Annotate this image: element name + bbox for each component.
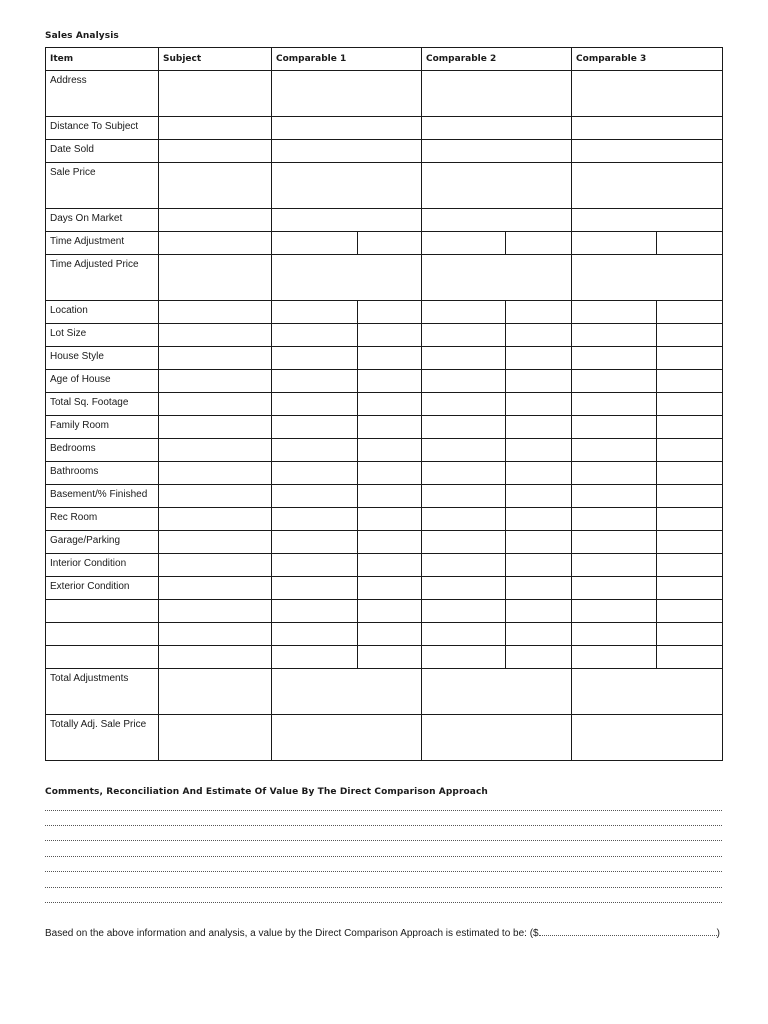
comparable-2-adjustment-cell[interactable] [506, 370, 572, 393]
row-label: Lot Size [46, 324, 159, 347]
comparable-3-adjustment-cell[interactable] [657, 439, 723, 462]
sales-analysis-table [45, 47, 723, 761]
row-label: Location [46, 301, 159, 324]
comparable-2-value-cell[interactable] [422, 623, 506, 646]
comparable-3-adjustment-cell[interactable] [657, 554, 723, 577]
subject-cell[interactable] [159, 623, 272, 646]
comparable-1-cell[interactable] [272, 163, 422, 209]
row-label [46, 646, 159, 669]
comparable-2-value-cell[interactable] [422, 531, 506, 554]
subject-cell[interactable] [159, 669, 272, 715]
table-row [46, 393, 723, 416]
comparable-2-adjustment-cell[interactable] [506, 232, 572, 255]
value-statement-close: ) [716, 928, 720, 939]
row-label: Total Sq. Footage [46, 393, 159, 416]
subject-cell[interactable] [159, 71, 272, 117]
comparable-2-adjustment-cell[interactable] [506, 485, 572, 508]
comparable-2-value-cell[interactable] [422, 485, 506, 508]
comparable-3-adjustment-cell[interactable] [657, 393, 723, 416]
comparable-2-value-cell[interactable] [422, 393, 506, 416]
table-row [46, 301, 723, 324]
comparable-2-value-cell[interactable] [422, 301, 506, 324]
subject-cell[interactable] [159, 600, 272, 623]
comments-title: Comments, Reconciliation And Estimate Of Value By The Direct Comparison Approach [45, 787, 488, 797]
subject-cell[interactable] [159, 531, 272, 554]
comparable-2-adjustment-cell[interactable] [506, 623, 572, 646]
comparable-1-adjustment-cell[interactable] [358, 416, 422, 439]
comment-line[interactable] [45, 840, 722, 841]
comparable-2-value-cell[interactable] [422, 577, 506, 600]
comparable-3-value-cell[interactable] [572, 232, 657, 255]
comparable-3-value-cell[interactable] [572, 646, 657, 669]
comparable-1-value-cell[interactable] [272, 646, 358, 669]
comparable-1-adjustment-cell[interactable] [358, 370, 422, 393]
comparable-1-adjustment-cell[interactable] [358, 301, 422, 324]
subject-cell[interactable] [159, 232, 272, 255]
comparable-3-value-cell[interactable] [572, 554, 657, 577]
table-row [46, 324, 723, 347]
comparable-3-adjustment-cell[interactable] [657, 600, 723, 623]
comparable-1-cell[interactable] [272, 71, 422, 117]
row-label: Address [46, 71, 159, 117]
comparable-1-cell[interactable] [272, 669, 422, 715]
comparable-1-value-cell[interactable] [272, 600, 358, 623]
value-statement-text: Based on the above information and analysis, a value by the Direct Comparison Approach is estimated to be: ($ [45, 928, 539, 939]
comparable-2-cell[interactable] [422, 117, 572, 140]
row-label: Days On Market [46, 209, 159, 232]
row-label: Total Adjustments [46, 669, 159, 715]
comparable-2-adjustment-cell[interactable] [506, 301, 572, 324]
table-row [46, 577, 723, 600]
row-label: Sale Price [46, 163, 159, 209]
subject-cell[interactable] [159, 393, 272, 416]
comparable-1-value-cell[interactable] [272, 370, 358, 393]
subject-cell[interactable] [159, 163, 272, 209]
comparable-3-cell[interactable] [572, 71, 723, 117]
comparable-1-value-cell[interactable] [272, 462, 358, 485]
subject-cell[interactable] [159, 117, 272, 140]
comparable-1-adjustment-cell[interactable] [358, 646, 422, 669]
subject-cell[interactable] [159, 462, 272, 485]
comparable-1-value-cell[interactable] [272, 347, 358, 370]
comparable-3-adjustment-cell[interactable] [657, 462, 723, 485]
comparable-1-value-cell[interactable] [272, 577, 358, 600]
comment-line[interactable] [45, 825, 722, 826]
comparable-2-adjustment-cell[interactable] [506, 508, 572, 531]
comparable-1-value-cell[interactable] [272, 439, 358, 462]
value-statement [45, 927, 722, 939]
comparable-3-cell[interactable] [572, 140, 723, 163]
comparable-2-adjustment-cell[interactable] [506, 531, 572, 554]
table-row [46, 117, 723, 140]
comparable-3-adjustment-cell[interactable] [657, 623, 723, 646]
comparable-2-adjustment-cell[interactable] [506, 324, 572, 347]
comparable-1-adjustment-cell[interactable] [358, 600, 422, 623]
comment-line[interactable] [45, 856, 722, 857]
table-row [46, 163, 723, 209]
comparable-3-value-cell[interactable] [572, 439, 657, 462]
comparable-1-adjustment-cell[interactable] [358, 232, 422, 255]
comparable-2-adjustment-cell[interactable] [506, 600, 572, 623]
comparable-3-cell[interactable] [572, 669, 723, 715]
row-label: Distance To Subject [46, 117, 159, 140]
subject-cell[interactable] [159, 416, 272, 439]
comparable-2-value-cell[interactable] [422, 370, 506, 393]
table-row [46, 508, 723, 531]
comparable-3-adjustment-cell[interactable] [657, 508, 723, 531]
comparable-3-adjustment-cell[interactable] [657, 531, 723, 554]
subject-cell[interactable] [159, 301, 272, 324]
row-label [46, 623, 159, 646]
comparable-2-value-cell[interactable] [422, 324, 506, 347]
comparable-3-cell[interactable] [572, 715, 723, 761]
row-label: Time Adjustment [46, 232, 159, 255]
row-label: Interior Condition [46, 554, 159, 577]
comparable-3-cell[interactable] [572, 117, 723, 140]
comparable-3-value-cell[interactable] [572, 416, 657, 439]
comparable-2-cell[interactable] [422, 163, 572, 209]
comparable-3-value-cell[interactable] [572, 531, 657, 554]
comparable-1-cell[interactable] [272, 140, 422, 163]
comparable-1-adjustment-cell[interactable] [358, 508, 422, 531]
comparable-1-value-cell[interactable] [272, 623, 358, 646]
comparable-1-value-cell[interactable] [272, 393, 358, 416]
comparable-2-adjustment-cell[interactable] [506, 416, 572, 439]
comparable-3-value-cell[interactable] [572, 347, 657, 370]
comparable-2-cell[interactable] [422, 715, 572, 761]
table-row [46, 462, 723, 485]
comparable-1-cell[interactable] [272, 209, 422, 232]
comparable-2-adjustment-cell[interactable] [506, 646, 572, 669]
comparable-2-adjustment-cell[interactable] [506, 393, 572, 416]
header-comparable-1: Comparable 1 [272, 48, 422, 71]
table-row [46, 669, 723, 715]
comment-line[interactable] [45, 871, 722, 872]
comparable-1-adjustment-cell[interactable] [358, 554, 422, 577]
table-row [46, 370, 723, 393]
comparable-3-adjustment-cell[interactable] [657, 301, 723, 324]
comparable-1-value-cell[interactable] [272, 531, 358, 554]
comparable-3-value-cell[interactable] [572, 324, 657, 347]
subject-cell[interactable] [159, 370, 272, 393]
comparable-3-adjustment-cell[interactable] [657, 324, 723, 347]
comparable-1-adjustment-cell[interactable] [358, 439, 422, 462]
comparable-1-adjustment-cell[interactable] [358, 485, 422, 508]
comparable-3-value-cell[interactable] [572, 508, 657, 531]
comparable-2-cell[interactable] [422, 209, 572, 232]
subject-cell[interactable] [159, 439, 272, 462]
header-item: Item [46, 48, 159, 71]
row-label: Rec Room [46, 508, 159, 531]
comment-line[interactable] [45, 887, 722, 888]
comparable-2-value-cell[interactable] [422, 600, 506, 623]
table-row [46, 715, 723, 761]
comparable-3-adjustment-cell[interactable] [657, 485, 723, 508]
comparable-2-value-cell[interactable] [422, 416, 506, 439]
row-label [46, 600, 159, 623]
table-row [46, 209, 723, 232]
row-label: Totally Adj. Sale Price [46, 715, 159, 761]
header-comparable-3: Comparable 3 [572, 48, 723, 71]
row-label: Exterior Condition [46, 577, 159, 600]
subject-cell[interactable] [159, 324, 272, 347]
comparable-3-adjustment-cell[interactable] [657, 577, 723, 600]
comparable-2-adjustment-cell[interactable] [506, 462, 572, 485]
estimated-value-field[interactable] [539, 927, 717, 936]
header-comparable-2: Comparable 2 [422, 48, 572, 71]
table-row [46, 531, 723, 554]
row-label: Bedrooms [46, 439, 159, 462]
table-row [46, 623, 723, 646]
comparable-2-value-cell[interactable] [422, 646, 506, 669]
row-label: Time Adjusted Price [46, 255, 159, 301]
comparable-1-cell[interactable] [272, 715, 422, 761]
comparable-3-value-cell[interactable] [572, 393, 657, 416]
row-label: Basement/% Finished [46, 485, 159, 508]
table-row [46, 646, 723, 669]
table-row [46, 600, 723, 623]
table-body [46, 71, 723, 761]
comparable-2-cell[interactable] [422, 71, 572, 117]
comparable-1-adjustment-cell[interactable] [358, 393, 422, 416]
subject-cell[interactable] [159, 255, 272, 301]
comparable-2-value-cell[interactable] [422, 554, 506, 577]
comparable-3-cell[interactable] [572, 255, 723, 301]
table-row [46, 347, 723, 370]
comparable-2-value-cell[interactable] [422, 508, 506, 531]
comparable-1-value-cell[interactable] [272, 508, 358, 531]
comparable-2-value-cell[interactable] [422, 232, 506, 255]
comparable-1-cell[interactable] [272, 117, 422, 140]
row-label: Garage/Parking [46, 531, 159, 554]
row-label: Age of House [46, 370, 159, 393]
comparable-3-adjustment-cell[interactable] [657, 646, 723, 669]
comparable-3-cell[interactable] [572, 209, 723, 232]
comparable-3-value-cell[interactable] [572, 301, 657, 324]
comparable-1-cell[interactable] [272, 255, 422, 301]
table-row [46, 71, 723, 117]
table-row [46, 554, 723, 577]
comparable-1-value-cell[interactable] [272, 324, 358, 347]
comparable-1-value-cell[interactable] [272, 485, 358, 508]
subject-cell[interactable] [159, 715, 272, 761]
row-label: Date Sold [46, 140, 159, 163]
row-label: Bathrooms [46, 462, 159, 485]
subject-cell[interactable] [159, 577, 272, 600]
comparable-2-cell[interactable] [422, 140, 572, 163]
comparable-3-value-cell[interactable] [572, 577, 657, 600]
comparable-2-cell[interactable] [422, 669, 572, 715]
table-row [46, 416, 723, 439]
subject-cell[interactable] [159, 646, 272, 669]
comparable-2-cell[interactable] [422, 255, 572, 301]
comparable-3-adjustment-cell[interactable] [657, 347, 723, 370]
comparable-3-value-cell[interactable] [572, 600, 657, 623]
table-header-row [46, 48, 723, 71]
comparable-1-value-cell[interactable] [272, 554, 358, 577]
comparable-2-value-cell[interactable] [422, 462, 506, 485]
subject-cell[interactable] [159, 554, 272, 577]
comparable-1-adjustment-cell[interactable] [358, 531, 422, 554]
table-row [46, 232, 723, 255]
table-row [46, 485, 723, 508]
subject-cell[interactable] [159, 209, 272, 232]
comment-line[interactable] [45, 810, 722, 811]
subject-cell[interactable] [159, 508, 272, 531]
comparable-1-adjustment-cell[interactable] [358, 577, 422, 600]
comparable-3-cell[interactable] [572, 163, 723, 209]
comparable-3-value-cell[interactable] [572, 370, 657, 393]
subject-cell[interactable] [159, 140, 272, 163]
comparable-1-adjustment-cell[interactable] [358, 462, 422, 485]
comparable-3-adjustment-cell[interactable] [657, 370, 723, 393]
comparable-3-value-cell[interactable] [572, 462, 657, 485]
row-label: Family Room [46, 416, 159, 439]
comparable-3-adjustment-cell[interactable] [657, 416, 723, 439]
subject-cell[interactable] [159, 485, 272, 508]
comparable-2-adjustment-cell[interactable] [506, 347, 572, 370]
comparable-1-value-cell[interactable] [272, 301, 358, 324]
comparable-3-adjustment-cell[interactable] [657, 232, 723, 255]
comment-line[interactable] [45, 902, 722, 903]
comparable-1-value-cell[interactable] [272, 232, 358, 255]
sales-analysis-title: Sales Analysis [45, 31, 119, 41]
comparable-2-adjustment-cell[interactable] [506, 577, 572, 600]
comparable-3-value-cell[interactable] [572, 485, 657, 508]
comparable-2-value-cell[interactable] [422, 439, 506, 462]
comparable-1-adjustment-cell[interactable] [358, 623, 422, 646]
row-label: House Style [46, 347, 159, 370]
subject-cell[interactable] [159, 347, 272, 370]
comparable-2-adjustment-cell[interactable] [506, 554, 572, 577]
comparable-1-value-cell[interactable] [272, 416, 358, 439]
comparable-1-adjustment-cell[interactable] [358, 324, 422, 347]
comparable-1-adjustment-cell[interactable] [358, 347, 422, 370]
header-subject: Subject [159, 48, 272, 71]
comparable-3-value-cell[interactable] [572, 623, 657, 646]
table-row [46, 439, 723, 462]
comparable-2-value-cell[interactable] [422, 347, 506, 370]
table-row [46, 140, 723, 163]
table-row [46, 255, 723, 301]
comparable-2-adjustment-cell[interactable] [506, 439, 572, 462]
